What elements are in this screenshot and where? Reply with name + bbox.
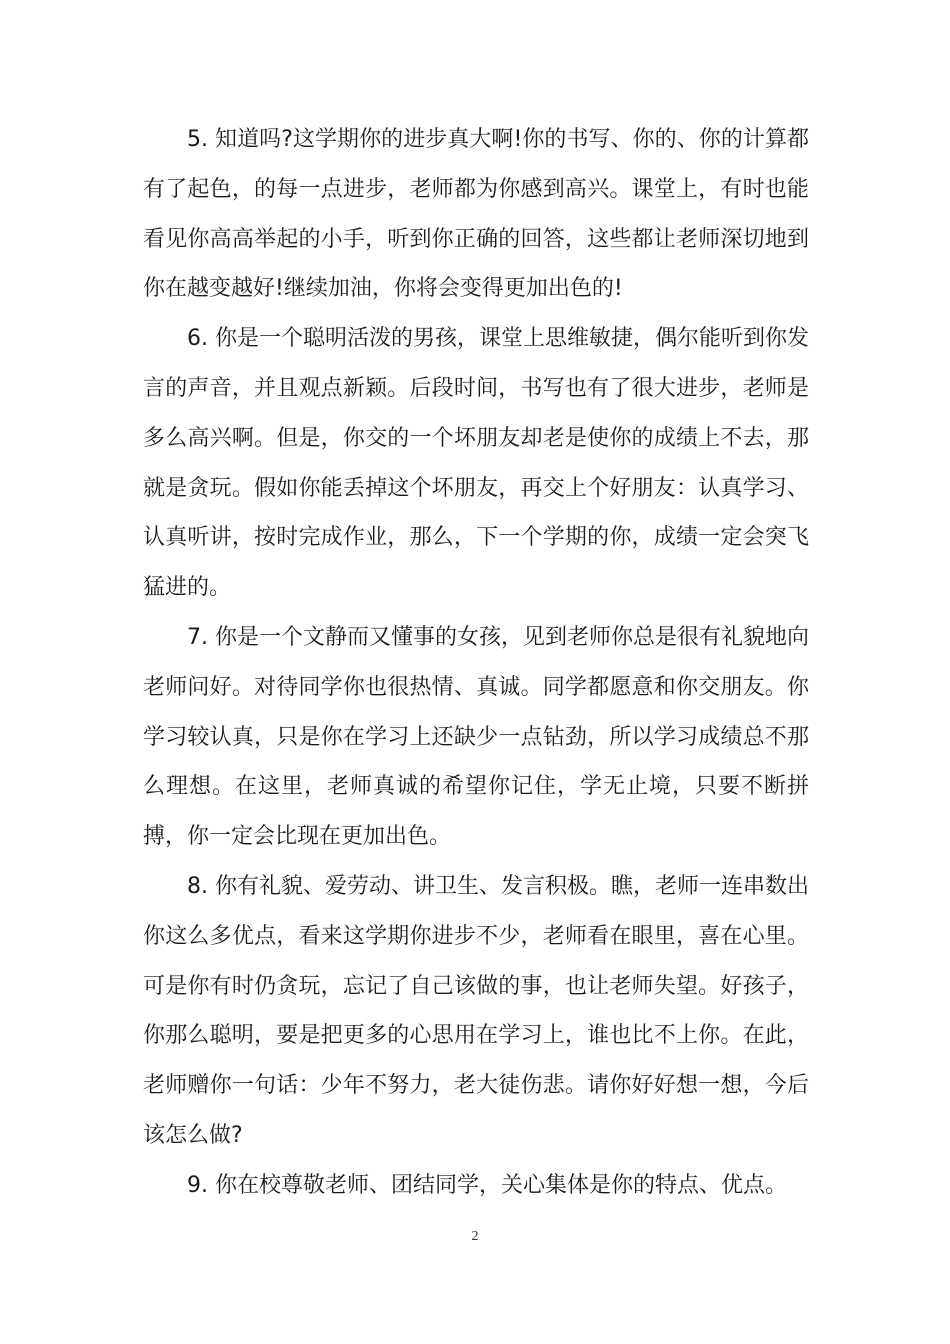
body-text (143, 115, 809, 1211)
paragraph-5: 5. 知道吗?这学期你的进步真大啊!你的书写、你的、你的计算都有了起色，的每一点进步，老师都为你感到高兴。课堂上，有时也能看见你高高举起的小手，听到你正确的回答，这些都让老师深切地到你在越变越好!继续加油，你将会变得更加出色的! (143, 127, 809, 302)
page-number: 2 (471, 1229, 479, 1244)
paragraph-6: 6. 你是一个聪明活泼的男孩，课堂上思维敏捷，偶尔能听到你发言的声音，并且观点新颖。后段时间，书写也有了很大进步，老师是多么高兴啊。但是，你交的一个坏朋友却老是使你的成绩上不去，那就是贪玩。假如你能丢掉这个坏朋友，再交上个好朋友：认真学习、认真听讲，按时完成作业，那么，下一个学期的你，成绩一定会突飞猛进的。 (143, 326, 809, 601)
paragraph-7: 7. 你是一个文静而又懂事的女孩，见到老师你总是很有礼貌地向老师问好。对待同学你也很热情、真诚。同学都愿意和你交朋友。你学习较认真，只是你在学习上还缺少一点钻劲，所以学习成绩总不那么理想。在这里，老师真诚的希望你记住，学无止境，只要不断拼搏，你一定会比现在更加出色。 (143, 624, 809, 850)
paragraph-9: 9. 你在校尊敬老师、团结同学，关心集体是你的特点、优点。 (187, 1172, 787, 1198)
paragraph-8: 8. 你有礼貌、爱劳动、讲卫生、发言积极。瞧，老师一连串数出你这么多优点，看来这学期你进步不少，老师看在眼里，喜在心里。可是你有时仍贪玩，忘记了自己该做的事，也让老师失望。好孩子，你那么聪明，要是把更多的心思用在学习上，谁也比不上你。在此，老师赠你一句话：少年不努力，老大徒伤悲。请你好好想一想，今后该怎么做? (143, 873, 809, 1148)
